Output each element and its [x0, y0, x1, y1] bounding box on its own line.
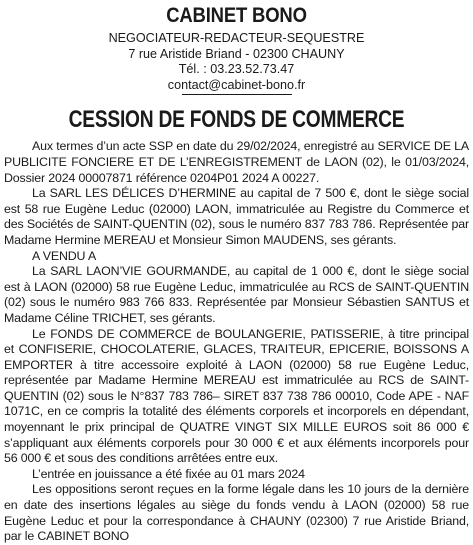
paragraph-sold-to: A VENDU A: [32, 248, 97, 263]
paragraph-buyer: La SARL LAON’VIE GOURMANDE, au capital de 1 000 €, dont le siège social est à LAON (02000) 58 rue Eugène Leduc, immatriculée au RCS de SAINT-QUENTIN (02) sous le numéro 983 766 833. Représentée par Monsieur Sébastien SANTUS et Madame Céline TRICHET, ses gérants.: [4, 264, 469, 325]
paragraph-deed: Aux termes d’un acte SSP en date du 29/02/2024, enregistré au SERVICE DE LA PUBLICITE FONCIERE ET DE L’ENREGISTREMENT de LAON (02), le 01/03/2024, Dossier 2024 00007871 référence 0204P01 2024 A 00227.: [4, 139, 469, 185]
paragraph-entry-date: L’entrée en jouissance a été fixée au 01 mars 2024: [32, 466, 305, 481]
company-subtitle: NEGOCIATEUR-REDACTEUR-SEQUESTRE: [108, 31, 365, 45]
notice-body: [4, 139, 469, 544]
company-email: contact@cabinet-bono.fr: [167, 77, 306, 92]
company-phone: Tél. : 03.23.52.73.47: [178, 62, 295, 77]
header-divider: [182, 94, 292, 95]
notice-header: [4, 3, 469, 95]
notice-title: CESSION DE FONDS DE COMMERCE: [68, 106, 405, 134]
company-name: CABINET BONO: [166, 4, 307, 27]
paragraph-seller: La SARL LES DÉLICES D’HERMINE au capital de 7 500 €, dont le siège social est 58 rue Eugène Leduc (02000) LAON, immatriculée au Registre du Commerce et des Sociétés de SAINT-QUENTIN (02), sous le numéro 837 783 786. Représentée par Madame Hermine MEREAU et Monsieur Simon MAUDENS, ses gérants.: [4, 186, 469, 247]
paragraph-business: Le FONDS DE COMMERCE de BOULANGERIE, PATISSERIE, à titre principal et CONFISERIE, CHOCOLATERIE, GLACES, TRAITEUR, EPICERIE, BOISSONS A EMPORTER à titre accessoire exploité à LAON (02000) 58 rue Eugène Leduc, représentée par Madame Hermine MEREAU est immatriculée au RCS de SAINT-QUENTIN (02) sous le N°837 783 786– SIRET 837 738 786 00010, Code APE - NAF 1071C, en ce compris la totalité des éléments corporels et incorporels en dépendant, moyennant le prix principal de QUATRE VINGT SIX MILLE EUROS soit 86 000 € s’appliquant aux éléments corporels pour 30 000 € et aux éléments incorporels pour 56 000 € et sous des conditions arrêtées entre eux.: [4, 326, 469, 466]
company-address: 7 rue Aristide Briand - 02300 CHAUNY: [128, 46, 345, 61]
paragraph-oppositions: Les oppositions seront reçues en la forme légale dans les 10 jours de la dernière en date des insertions légales au siège du fonds vendu à LAON (02000) 58 rue Eugène Leduc et pour la correspondance à CHAUNY (02300) 7 rue Aristide Briand, par le CABINET BONO: [4, 482, 469, 544]
